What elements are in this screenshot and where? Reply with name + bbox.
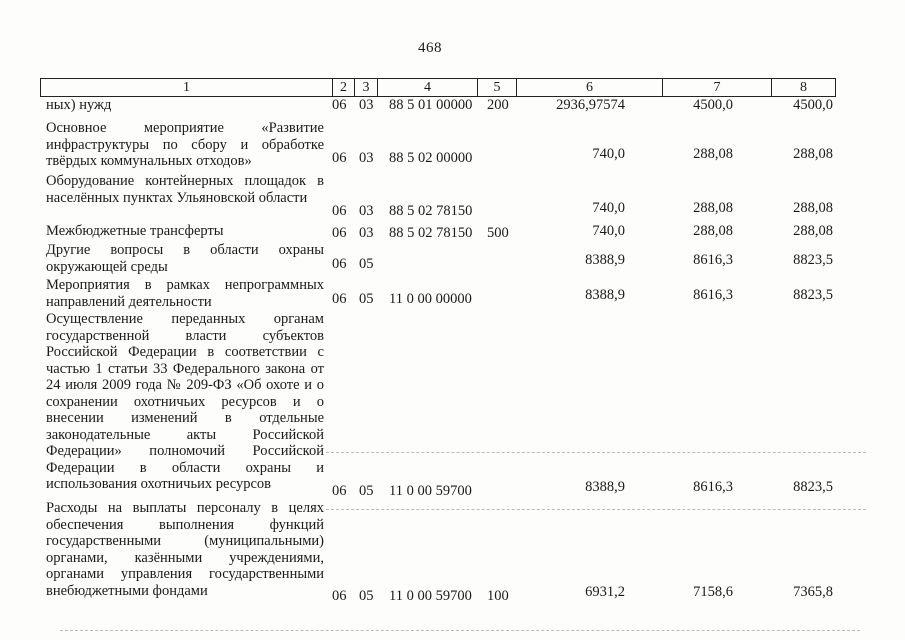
row-value-col6: 8388,9 [585,479,625,495]
row-target-article: 11 0 00 59700 [389,483,472,499]
row-value-col8: 8823,5 [793,479,833,495]
row-value-col7: 8616,3 [693,479,733,495]
faint-divider [326,509,866,510]
row-value-col8: 288,08 [793,146,833,162]
row-description: Межбюджетные трансферты [46,223,224,239]
faint-divider [326,452,866,453]
row-subsection: 03 [359,150,374,166]
header-col-5: 5 [477,79,516,96]
row-target-article: 11 0 00 59700 [389,588,472,604]
row-section: 06 [332,97,347,113]
row-value-col8: 288,08 [793,223,833,239]
row-value-col8: 7365,8 [793,584,833,600]
row-value-col8: 8823,5 [793,252,833,268]
row-subsection: 05 [359,588,374,604]
row-value-col6: 8388,9 [585,252,625,268]
row-section: 06 [332,225,347,241]
header-col-6: 6 [516,79,662,96]
row-subsection: 05 [359,256,374,272]
header-col-8: 8 [771,79,835,96]
row-description: ных) нужд [46,97,112,113]
row-section: 06 [332,483,347,499]
row-target-article: 11 0 00 00000 [389,291,472,307]
row-target-article: 88 5 02 78150 [389,225,473,241]
row-expense-type: 500 [487,225,509,241]
row-description: Другие вопросы в области охраны окружающей среды [46,242,324,275]
header-col-4: 4 [377,79,477,96]
header-col-1: 1 [183,80,190,95]
row-description: Мероприятия в рамках непрограммных направлений деятельности [46,277,324,310]
row-target-article: 88 5 02 78150 [389,203,473,219]
row-section: 06 [332,588,347,604]
row-subsection: 03 [359,97,374,113]
row-section: 06 [332,256,347,272]
row-subsection: 03 [359,203,374,219]
row-value-col8: 288,08 [793,200,833,216]
row-description: Основное мероприятие «Развитие инфраструктуры по сбору и обработке твёрдых коммунальных отходов» [46,120,324,169]
row-value-col7: 4500,0 [693,97,733,113]
row-description: Оборудование контейнерных площадок в населённых пунктах Ульяновской области [46,173,324,206]
row-value-col6: 8388,9 [585,287,625,303]
row-section: 06 [332,203,347,219]
row-value-col7: 7158,6 [693,584,733,600]
row-description: Осуществление переданных органам государственной власти субъектов Российской Федерации в соответствии с частью 1 статьи 33 Федерального закона от 24 июля 2009 года № 209-ФЗ «Об охоте и о сохранении охотничьих ресурсов и о внесении изменений в отдельные законодательные акты Российской Федерации» полномочий Российской Федерации в области охраны и использования охотничьих ресурсов [46,311,324,492]
row-value-col7: 8616,3 [693,287,733,303]
row-section: 06 [332,150,347,166]
header-col-7: 7 [662,79,771,96]
row-value-col7: 288,08 [693,146,733,162]
row-description: Расходы на выплаты персоналу в целях обеспечения выполнения функций государственными (муниципальными) органами, казёнными учреждениями, органами управления государственными внебюджетными фондами [46,500,324,599]
page-number: 468 [418,40,442,56]
row-value-col6: 740,0 [592,146,625,162]
row-value-col7: 288,08 [693,200,733,216]
faint-divider [60,630,860,631]
row-target-article: 88 5 02 00000 [389,150,473,166]
row-value-col8: 4500,0 [793,97,833,113]
row-value-col7: 288,08 [693,223,733,239]
row-value-col6: 740,0 [592,223,625,239]
row-subsection: 03 [359,225,374,241]
header-col-2: 2 [332,79,354,96]
row-value-col6: 2936,97574 [556,97,625,113]
row-subsection: 05 [359,291,374,307]
header-col-3: 3 [354,79,377,96]
table-header [40,78,836,97]
row-value-col7: 8616,3 [693,252,733,268]
row-value-col6: 6931,2 [585,584,625,600]
row-subsection: 05 [359,483,374,499]
row-expense-type: 100 [487,588,509,604]
row-target-article: 88 5 01 00000 [389,97,473,113]
row-section: 06 [332,291,347,307]
row-value-col6: 740,0 [592,200,625,216]
row-value-col8: 8823,5 [793,287,833,303]
row-expense-type: 200 [487,97,509,113]
